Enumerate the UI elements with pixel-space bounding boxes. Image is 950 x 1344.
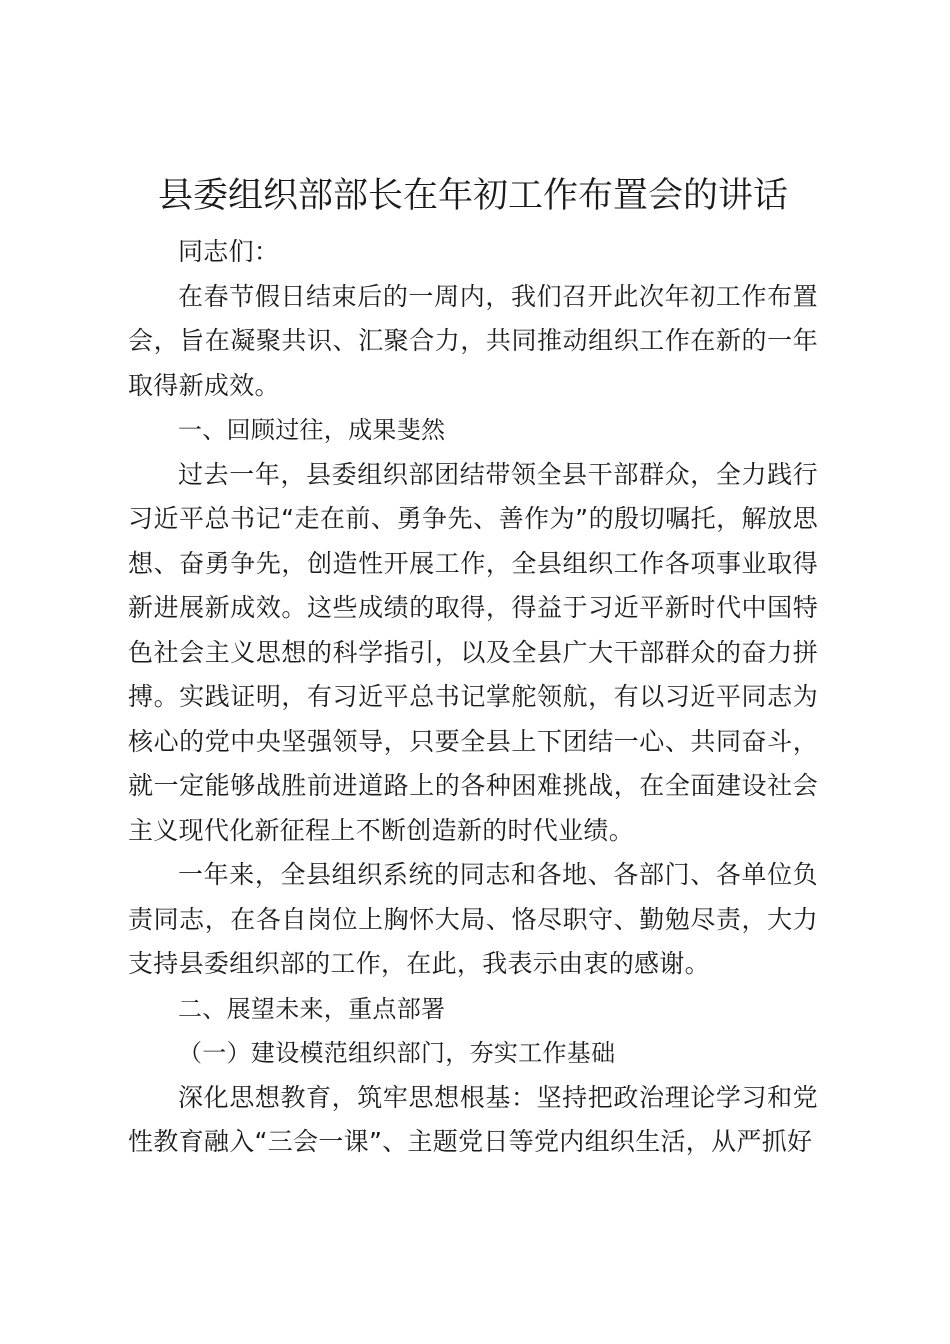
greeting: 同志们：: [178, 237, 280, 266]
paragraph-ideological-education: 深化思想教育，筑牢思想根基：坚持把政治理论学习和党性教育融入“三会一课”、主题党日等党内组织生活，从严抓好: [128, 1082, 818, 1156]
paragraph-thanks: 一年来，全县组织系统的同志和各地、各部门、各单位负责同志，在各自岗位上胸怀大局、恪尽职守、勤勉尽责，大力支持县委组织部的工作，在此，我表示由衷的感谢。: [128, 860, 818, 978]
paragraph-achievements: 过去一年，县委组织部团结带领全县干部群众，全力践行习近平总书记“走在前、勇争先、善作为”的殷切嘱托，解放思想、奋勇争先，创造性开展工作，全县组织工作各项事业取得新进展新成效。这些成绩的取得，得益于习近平新时代中国特色社会主义思想的科学指引，以及全县广大干部群众的奋力拼搏。实践证明，有习近平总书记掌舵领航，有以习近平同志为核心的党中央坚强领导，只要全县上下团结一心、共同奋斗，就一定能够战胜前进道路上的各种困难挑战，在全面建设社会主义现代化新征程上不断创造新的时代业绩。: [128, 459, 818, 845]
document-title: 县委组织部部长在年初工作布置会的讲话: [157, 176, 788, 216]
section-heading-review: 一、回顾过往，成果斐然: [178, 416, 446, 444]
section-heading-outlook: 二、展望未来，重点部署: [178, 994, 446, 1023]
subsection-heading-model-department: （一）建设模范组织部门，夯实工作基础: [178, 1039, 616, 1067]
paragraph-intro: 在春节假日结束后的一周内，我们召开此次年初工作布置会，旨在凝聚共识、汇聚合力，共同推动组织工作在新的一年取得新成效。: [128, 281, 818, 400]
document-body: [128, 168, 818, 1165]
